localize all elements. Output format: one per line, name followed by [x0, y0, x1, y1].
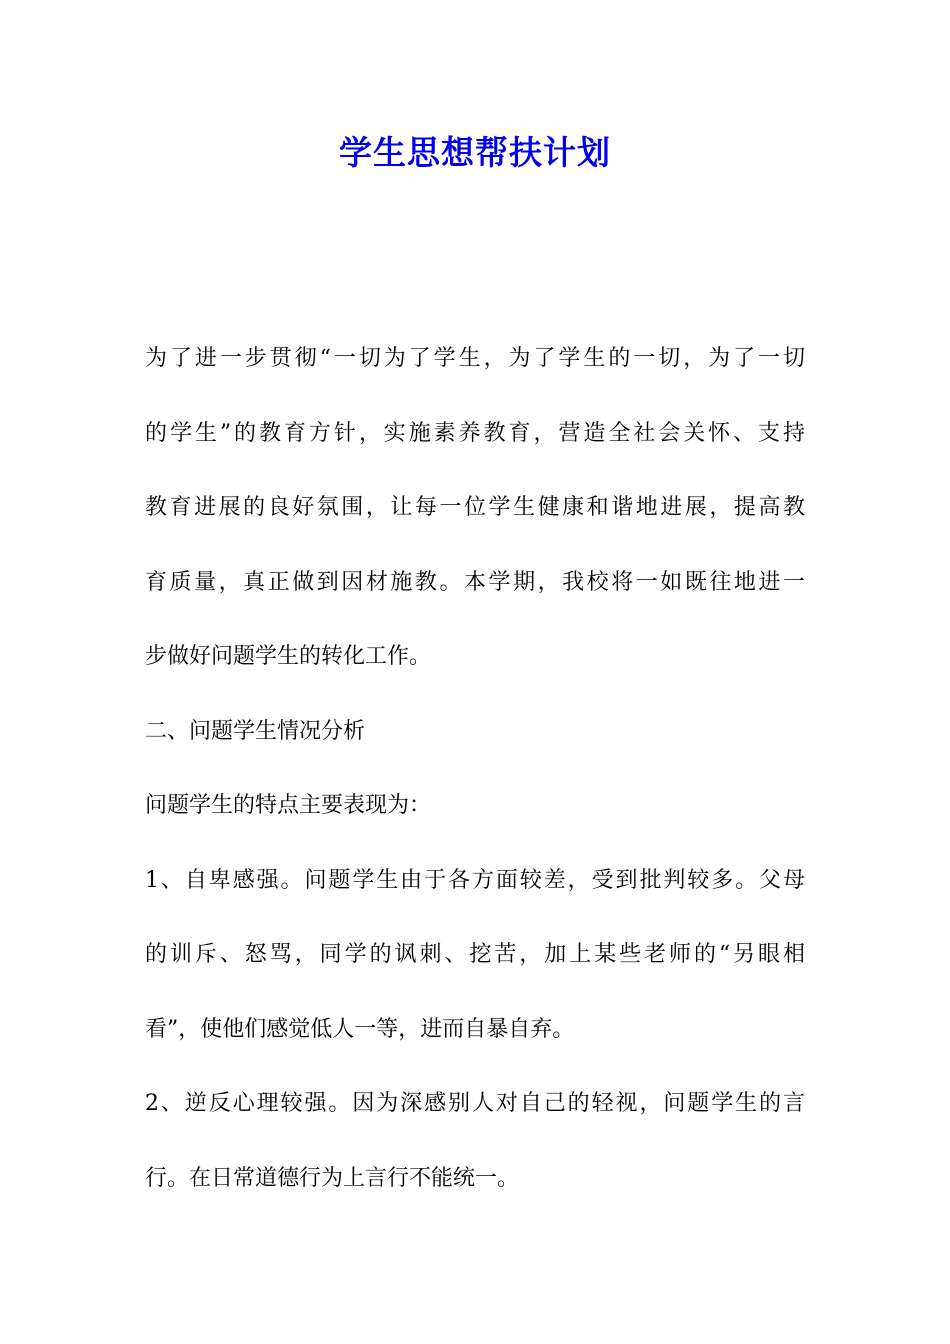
body-line: 2、逆反心理较强。因为深感别人对自己的轻视，问题学生的言	[145, 1091, 805, 1116]
section-heading: 二、问题学生情况分析	[145, 718, 366, 744]
body-line: 看”，使他们感觉低人一等，进而自暴自弃。	[145, 1016, 575, 1042]
body-line: 的训斥、怒骂，同学的讽刺、挖苦，加上某些老师的“另眼相	[145, 942, 805, 967]
document-body	[145, 334, 805, 1228]
body-line: 教育进展的良好氛围，让每一位学生健康和谐地进展，提高教	[145, 495, 805, 520]
body-line: 行。在日常道德行为上言行不能统一。	[145, 1165, 520, 1191]
body-line: 为了进一步贯彻“一切为了学生，为了学生的一切，为了一切	[145, 346, 805, 371]
body-line: 问题学生的特点主要表现为：	[145, 793, 432, 818]
body-line: 1、自卑感强。问题学生由于各方面较差，受到批判较多。父母	[145, 867, 805, 893]
document-title: 学生思想帮扶计划	[339, 133, 611, 172]
body-line: 步做好问题学生的转化工作。	[145, 644, 432, 669]
body-line: 育质量，真正做到因材施教。本学期，我校将一如既往地进一	[145, 569, 805, 595]
body-line: 的学生”的教育方针，实施素养教育，营造全社会关怀、支持	[145, 420, 805, 446]
